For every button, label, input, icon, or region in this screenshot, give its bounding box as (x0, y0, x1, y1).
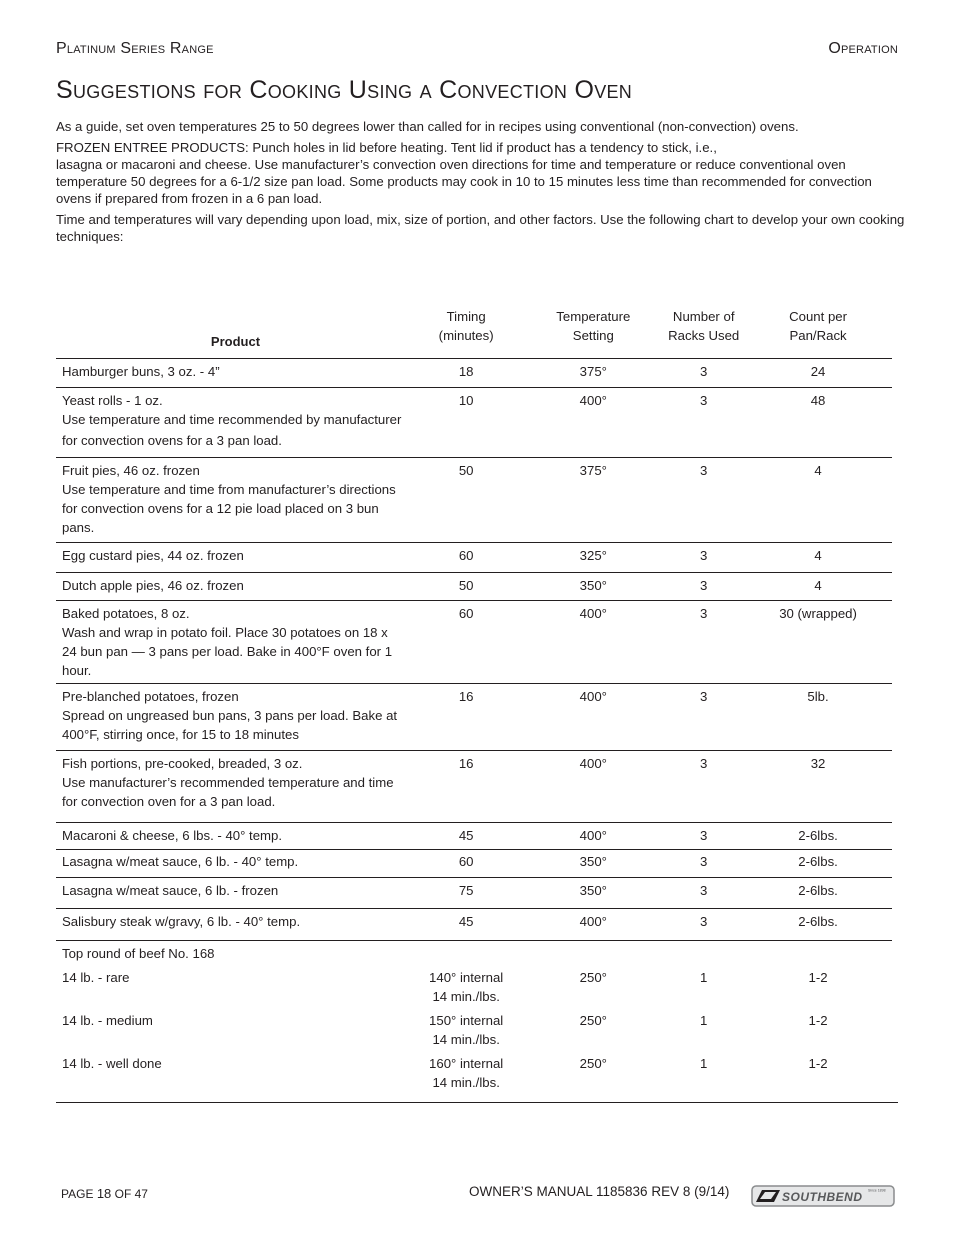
beef-timing: 160° internal 14 min./lbs. (429, 1056, 504, 1090)
table-row (56, 359, 892, 388)
row-product: Hamburger buns, 3 oz. - 4” (62, 364, 220, 379)
row-timing: 60 (458, 854, 474, 869)
row-racks: 3 (700, 548, 708, 563)
row-temp: 400° (579, 606, 607, 621)
intro-text (56, 118, 906, 249)
row-racks: 3 (700, 756, 708, 771)
row-racks: 3 (700, 854, 708, 869)
row-product: Fish portions, pre-cooked, breaded, 3 oz. Use manufacturer’s recommended temperature and time for convection oven for a 3 pan load. (62, 756, 394, 809)
row-temp: 350° (579, 883, 607, 898)
table-row (56, 850, 892, 878)
header-count: Count per Pan/Rack (789, 309, 848, 343)
row-racks: 3 (700, 463, 708, 478)
row-count: 2-6lbs. (798, 828, 838, 843)
row-count: 24 (810, 364, 826, 379)
row-racks: 3 (700, 393, 708, 408)
beef-racks: 1 (700, 1013, 708, 1028)
row-timing: 45 (458, 914, 474, 929)
row-racks: 3 (700, 883, 708, 898)
header-right: Operation (828, 40, 898, 57)
row-timing: 60 (458, 606, 474, 621)
beef-title: Top round of beef No. 168 (62, 946, 215, 961)
beef-temp: 250° (579, 1013, 607, 1028)
row-product: Dutch apple pies, 46 oz. frozen (62, 578, 244, 593)
logo-since: Since 1898 (868, 1188, 886, 1193)
row-product: Macaroni & cheese, 6 lbs. - 40° temp. (62, 828, 283, 843)
manual-reference: OWNER’S MANUAL 1185836 REV 8 (9/14) (469, 1184, 730, 1199)
table-row (56, 968, 892, 1011)
row-temp: 400° (579, 756, 607, 771)
row-count: 4 (814, 578, 822, 593)
table-row (56, 543, 892, 573)
row-count: 4 (814, 463, 822, 478)
intro-paragraph-2: FROZEN ENTREE PRODUCTS: Punch holes in lid before heating. Tent lid if product has a tendency to stick, i.e., (56, 140, 717, 155)
table-row (56, 909, 892, 941)
row-count: 5lb. (807, 689, 829, 704)
row-product: Pre-blanched potatoes, frozen Spread on ungreased bun pans, 3 pans per load. Bake at 400°F, stirring once, for 15 to 18 minutes (62, 689, 398, 742)
row-temp: 375° (579, 463, 607, 478)
table-header (56, 300, 892, 359)
row-temp: 400° (579, 828, 607, 843)
beef-racks: 1 (700, 970, 708, 985)
row-temp: 350° (579, 854, 607, 869)
beef-label: 14 lb. - medium (62, 1013, 153, 1028)
row-timing: 50 (458, 463, 474, 478)
header-timing: Timing (minutes) (438, 309, 494, 343)
row-count: 32 (810, 756, 826, 771)
intro-paragraph-2-cont: lasagna or macaroni and cheese. Use manufacturer’s convection oven directions for time and temperature or reduce conventional oven temperature 50 degrees for a 6-1/2 size pan load. Some products may cook in 10 to 15 minutes less time than recommended for convection ovens if prepared from frozen in a 6 pan load. (56, 157, 872, 206)
beef-racks: 1 (700, 1056, 708, 1071)
row-product: Lasagna w/meat sauce, 6 lb. - 40° temp. (62, 854, 299, 869)
row-racks: 3 (700, 914, 708, 929)
row-racks: 3 (700, 689, 708, 704)
header-left: Platinum Series Range (56, 40, 214, 57)
table-row (56, 1054, 892, 1094)
header-product: Product (210, 334, 261, 349)
row-racks: 3 (700, 578, 708, 593)
table-row (56, 684, 892, 751)
row-count: 4 (814, 548, 822, 563)
row-product: Fruit pies, 46 oz. frozen Use temperature and time from manufacturer’s directions for convection ovens for a 12 pie load placed on 3 bun pans. (62, 463, 396, 535)
header-temperature: Temperature Setting (556, 309, 631, 343)
beef-label: 14 lb. - well done (62, 1056, 162, 1071)
row-temp: 350° (579, 578, 607, 593)
header-racks: Number of Racks Used (668, 309, 740, 343)
beef-count: 1-2 (808, 1013, 828, 1028)
beef-timing: 140° internal 14 min./lbs. (429, 970, 504, 1004)
row-product: Egg custard pies, 44 oz. frozen (62, 548, 244, 563)
beef-section (56, 941, 892, 1094)
beef-count: 1-2 (808, 970, 828, 985)
row-temp: 400° (579, 393, 607, 408)
row-timing: 16 (458, 689, 474, 704)
beef-temp: 250° (579, 970, 607, 985)
beef-temp: 250° (579, 1056, 607, 1071)
row-count: 48 (810, 393, 826, 408)
row-product: Baked potatoes, 8 oz. Wash and wrap in potato foil. Place 30 potatoes on 18 x 24 bun pan — 3 pans per load. Bake in 400°F oven for 1 hour. (62, 606, 393, 678)
page-number: PAGE 18 OF 47 (61, 1186, 148, 1201)
row-product: Yeast rolls - 1 oz. Use temperature and time recommended by manufacturer for convection ovens for a 3 pan load. (62, 393, 402, 448)
row-count: 2-6lbs. (798, 914, 838, 929)
row-racks: 3 (700, 828, 708, 843)
beef-label: 14 lb. - rare (62, 970, 130, 985)
row-count: 30 (wrapped) (779, 606, 857, 621)
row-timing: 18 (458, 364, 474, 379)
page-title: Suggestions for Cooking Using a Convection Oven (56, 76, 633, 104)
table-row (56, 458, 892, 543)
logo-wordmark: SOUTHBEND (782, 1190, 863, 1204)
table-row (56, 573, 892, 601)
row-timing: 10 (458, 393, 474, 408)
cooking-chart (56, 300, 892, 1094)
intro-paragraph-1: As a guide, set oven temperatures 25 to 50 degrees lower than called for in recipes using conventional (non-convection) ovens. (56, 119, 799, 134)
row-racks: 3 (700, 606, 708, 621)
beef-timing: 150° internal 14 min./lbs. (429, 1013, 504, 1047)
table-row (56, 388, 892, 458)
table-row (56, 751, 892, 823)
table-bottom-rule (56, 1102, 898, 1103)
table-row (56, 601, 892, 684)
row-count: 2-6lbs. (798, 854, 838, 869)
row-temp: 400° (579, 914, 607, 929)
row-count: 2-6lbs. (798, 883, 838, 898)
beef-count: 1-2 (808, 1056, 828, 1071)
row-racks: 3 (700, 364, 708, 379)
row-timing: 60 (458, 548, 474, 563)
row-temp: 400° (579, 689, 607, 704)
row-timing: 16 (458, 756, 474, 771)
row-timing: 75 (458, 883, 474, 898)
row-timing: 50 (458, 578, 474, 593)
row-temp: 325° (579, 548, 607, 563)
row-temp: 375° (579, 364, 607, 379)
table-row (56, 878, 892, 909)
row-product: Lasagna w/meat sauce, 6 lb. - frozen (62, 883, 279, 898)
table-row (56, 1011, 892, 1054)
table-row (56, 823, 892, 850)
southbend-logo (750, 1185, 896, 1207)
row-timing: 45 (458, 828, 474, 843)
intro-paragraph-3: Time and temperatures will vary depending upon load, mix, size of portion, and other factors. Use the following chart to develop your own cooking techniques: (56, 212, 905, 244)
row-product: Salisbury steak w/gravy, 6 lb. - 40° temp. (62, 914, 301, 929)
